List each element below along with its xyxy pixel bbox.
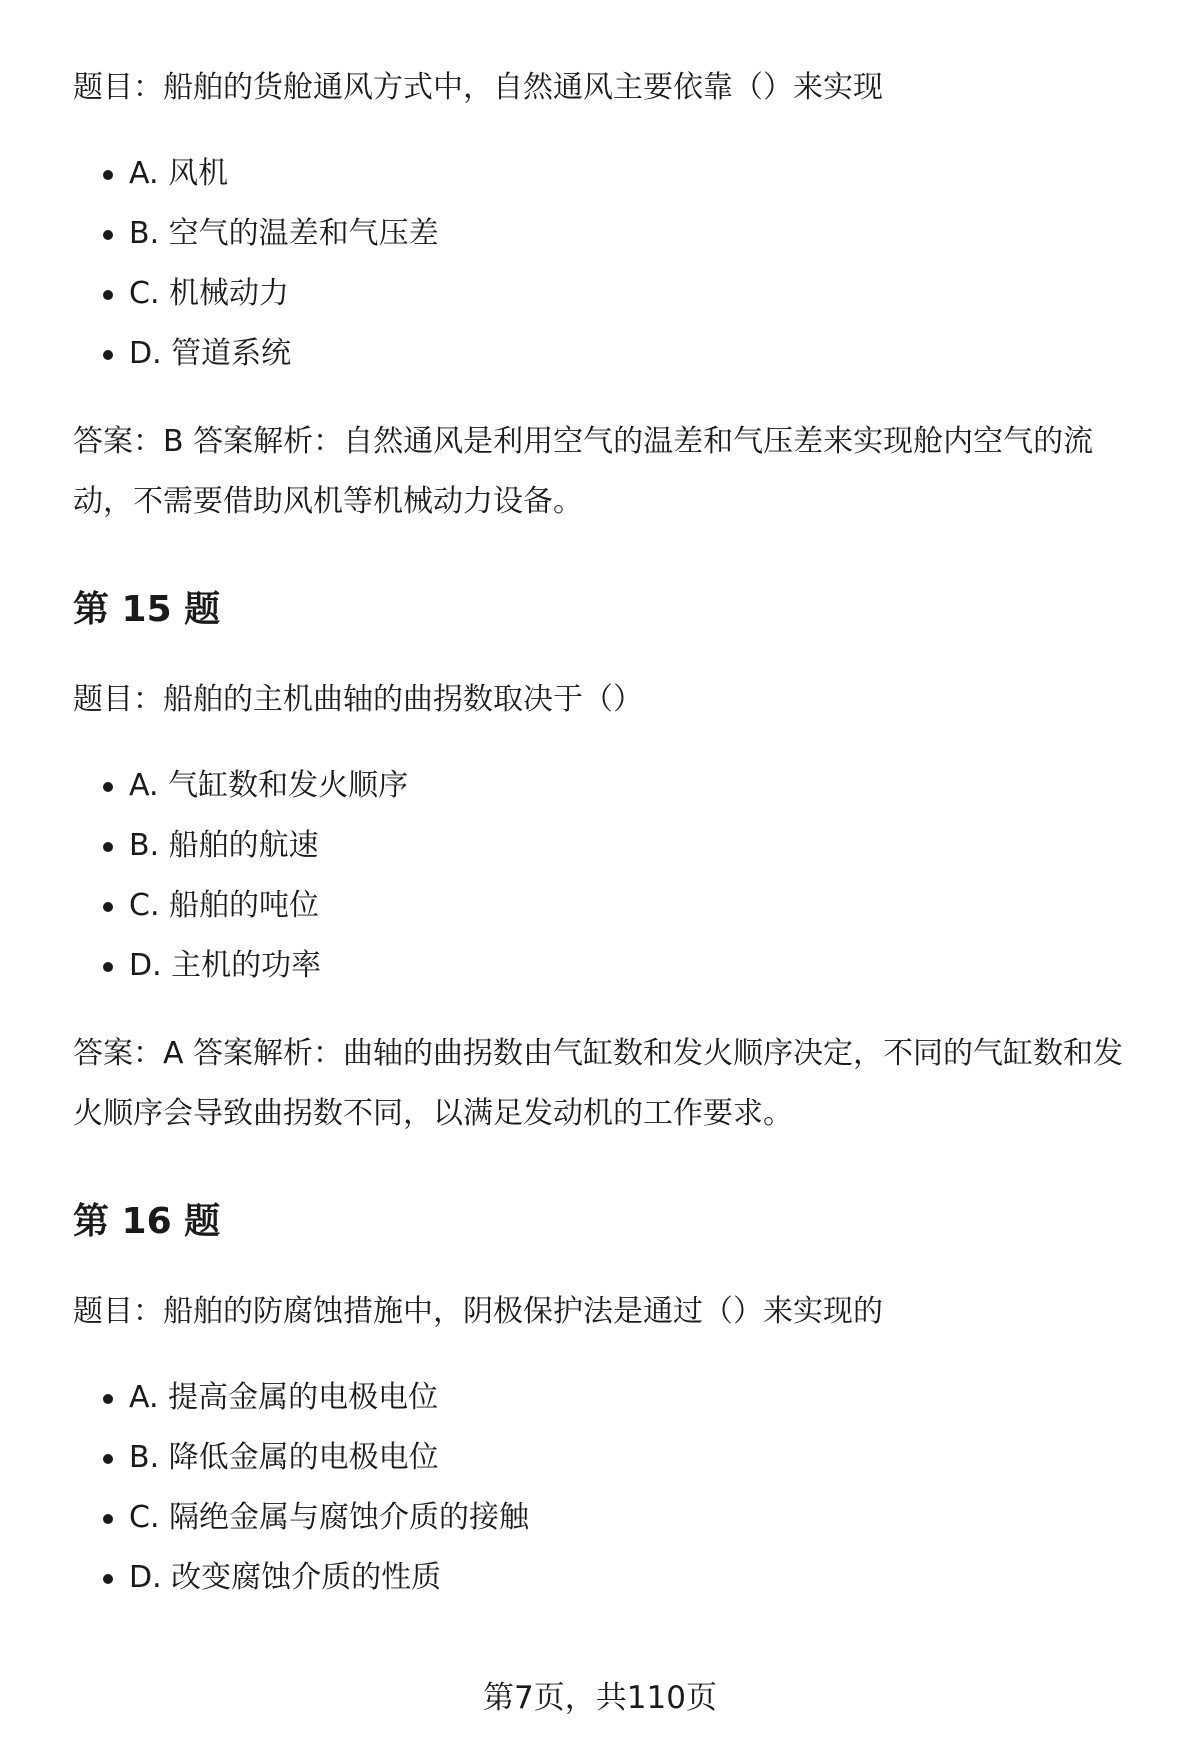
bullet-icon	[103, 1574, 113, 1584]
option-text: B. 空气的温差和气压差	[129, 216, 439, 251]
option-list	[73, 144, 1143, 384]
question-heading: 第 16 题	[73, 1201, 221, 1242]
option-d	[73, 1548, 1143, 1608]
option-text: B. 船舶的航速	[129, 828, 319, 863]
bullet-icon	[103, 1394, 113, 1404]
option-text: D. 改变腐蚀介质的性质	[129, 1560, 442, 1595]
option-b	[73, 1428, 1143, 1488]
option-text: A. 气缸数和发火顺序	[129, 768, 409, 803]
question-15	[73, 580, 1143, 1144]
option-text: A. 提高金属的电极电位	[129, 1380, 439, 1415]
page-number-footer: 第7页，共110页	[483, 1680, 717, 1716]
bullet-icon	[103, 842, 113, 852]
document-page	[73, 58, 1143, 1636]
bullet-icon	[103, 230, 113, 240]
option-c	[73, 1488, 1143, 1548]
bullet-icon	[103, 962, 113, 972]
answer-explanation: 答案：B 答案解析：自然通风是利用空气的温差和气压差来实现舱内空气的流动，不需要借助风机等机械动力设备。	[73, 424, 1094, 519]
option-a	[73, 756, 1143, 816]
option-a	[73, 144, 1143, 204]
option-b	[73, 204, 1143, 264]
question-stem: 题目：船舶的主机曲轴的曲拐数取决于（）	[73, 682, 643, 717]
option-list	[73, 1368, 1143, 1608]
bullet-icon	[103, 170, 113, 180]
question-heading: 第 15 题	[73, 589, 221, 630]
option-text: B. 降低金属的电极电位	[129, 1440, 439, 1475]
option-text: D. 管道系统	[129, 336, 292, 371]
option-a	[73, 1368, 1143, 1428]
option-c	[73, 264, 1143, 324]
option-text: C. 隔绝金属与腐蚀介质的接触	[129, 1500, 530, 1535]
question-16	[73, 1192, 1143, 1608]
question-stem: 题目：船舶的防腐蚀措施中，阴极保护法是通过（）来实现的	[73, 1294, 883, 1329]
option-text: C. 机械动力	[129, 276, 290, 311]
question-stem: 题目：船舶的货舱通风方式中，自然通风主要依靠（）来实现	[73, 70, 883, 105]
bullet-icon	[103, 782, 113, 792]
question-14	[73, 58, 1143, 532]
option-text: C. 船舶的吨位	[129, 888, 320, 923]
option-b	[73, 816, 1143, 876]
option-list	[73, 756, 1143, 996]
bullet-icon	[103, 1454, 113, 1464]
option-text: D. 主机的功率	[129, 948, 322, 983]
answer-explanation: 答案：A 答案解析：曲轴的曲拐数由气缸数和发火顺序决定，不同的气缸数和发火顺序会导致曲拐数不同，以满足发动机的工作要求。	[73, 1036, 1124, 1131]
option-d	[73, 324, 1143, 384]
bullet-icon	[103, 902, 113, 912]
option-text: A. 风机	[129, 156, 229, 191]
option-d	[73, 936, 1143, 996]
option-c	[73, 876, 1143, 936]
bullet-icon	[103, 290, 113, 300]
bullet-icon	[103, 350, 113, 360]
bullet-icon	[103, 1514, 113, 1524]
